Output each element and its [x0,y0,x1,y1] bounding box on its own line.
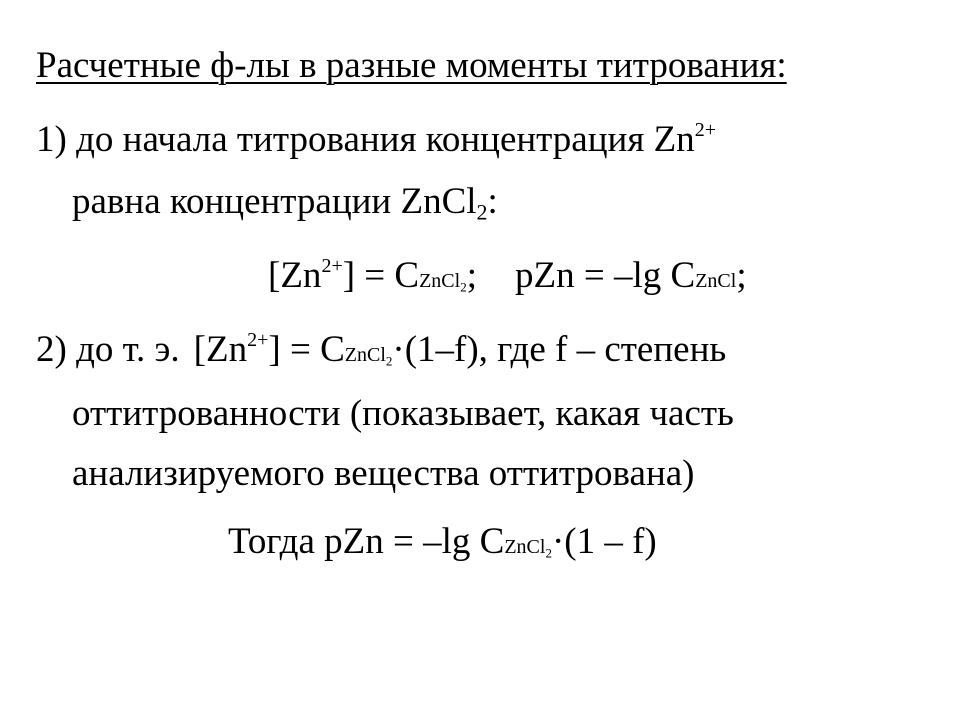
item-2-line-2: оттитрованности (показывает, какая часть [72,393,734,434]
item-2-line-1 [36,328,726,377]
formula-2-start: Тогда pZn = –lg C [228,521,505,562]
slide-heading: Расчетные ф-лы в разные моменты титрования: [36,45,787,86]
formula-1-equals-c: ] = C [342,255,420,296]
item-2-sub-index: 2 [385,353,393,369]
formula-2-sub-text: ZnCl [504,536,546,558]
formula-1-pzn-subscript: ZnCl [695,270,737,292]
formula-2-c-subscript [504,536,552,561]
formula-1-sub-text: ZnCl [419,270,461,292]
formula-2-sub-index: 2 [545,545,552,561]
formula-2-end: ·(1 – f) [551,521,657,562]
item-2-c-subscript [344,344,393,369]
item-1-line-1 [36,118,716,162]
item-2-label: 2) до т. э. [36,329,180,370]
zncl2-subscript: 2 [476,199,488,225]
item-1-line-2-colon: : [487,181,498,222]
formula-1-pzn: pZn = –lg C [515,255,696,296]
formula-1-c-subscript [419,270,467,295]
formula-1-sub-index: 2 [460,279,467,295]
item-2-sub-text: ZnCl [344,344,386,366]
item-1-line-2-text: равна концентрации ZnCl [72,181,477,222]
formula-1 [268,254,747,303]
formula-1-pzn-semicolon: ; [736,255,747,296]
item-2-charge: 2+ [247,329,269,351]
item-1-text: 1) до начала титрования концентрация Zn [36,119,695,160]
formula-1-charge: 2+ [321,255,343,277]
item-2-line-3: анализируемого вещества оттитрована) [72,453,695,494]
formula-1-semicolon: ; [466,255,477,296]
formula-1-zn: [Zn [268,255,322,296]
zn-charge-superscript: 2+ [694,119,716,141]
formula-2 [228,520,657,569]
item-1-line-2 [72,180,498,224]
item-2-zn: [Zn [193,329,248,370]
item-2-rest: ·(1–f), где f – степень [392,329,727,370]
item-2-equals-c: ] = C [268,329,345,370]
